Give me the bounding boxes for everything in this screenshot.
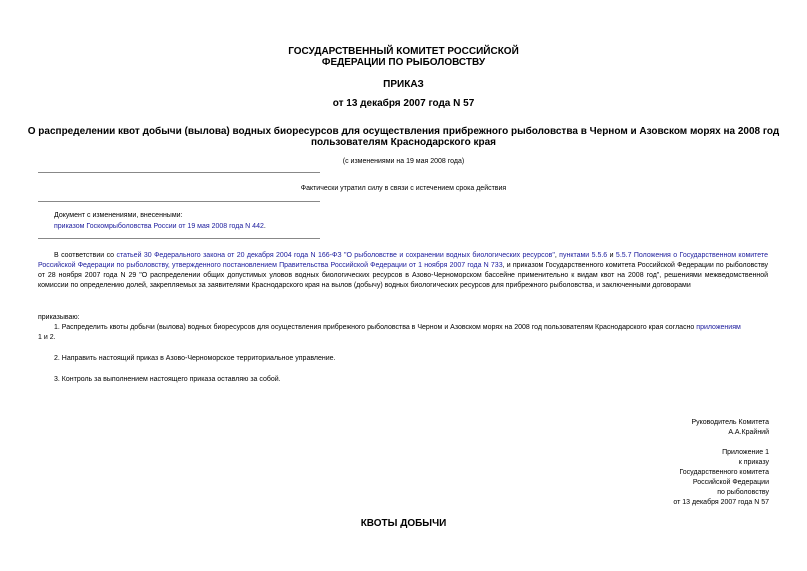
order-item-1 — [38, 323, 768, 333]
preamble-text: и — [607, 252, 616, 259]
preamble-text: , — [554, 252, 560, 259]
document-title-line1: О распределении квот добычи (вылова) водных биоресурсов для осуществления прибрежного рыболовства в Черном и Азовском морях на 2008 год — [27, 126, 780, 137]
changes-label: Документ с изменениями, внесенными: — [54, 212, 183, 219]
committee-name-line2: ФЕДЕРАЦИИ ПО РЫБОЛОВСТВУ — [321, 57, 486, 68]
status-note: Фактически утратил силу в связи с истечением срока действия — [300, 185, 507, 192]
preamble-text: , и приказом Государственного комитета Российской Федерации по рыболовству от 28 ноября 2007 года N 29 "О распределении общих допустимых уловов водных биологических ресурсов в Азово-Черноморском бассейне применительно к видам квот на 2008 год", решениями межведомственной комиссии по определению долей, закрепляемых за заявителями Краснодарского края на вылов (добычу) водных биологических ресурсов для прибрежного рыболовства, и заключенными договорами — [38, 262, 769, 289]
preamble-text: В соответствии со — [54, 252, 117, 259]
divider — [38, 201, 320, 202]
appendices-link[interactable]: приложениям — [696, 324, 741, 331]
preamble-paragraph — [38, 251, 768, 291]
order-word: приказываю: — [38, 314, 80, 321]
clause-link[interactable]: пунктами 5.5.6 — [559, 252, 608, 259]
committee-name-line1: ГОСУДАРСТВЕННЫЙ КОМИТЕТ РОССИЙСКОЙ — [288, 46, 519, 57]
changes-link-line — [54, 222, 266, 232]
signatory-position: Руководитель Комитета — [691, 419, 769, 426]
amending-order-link[interactable]: приказом Госкомрыболовства России от 19 мая 2008 года N 442 — [54, 223, 264, 230]
order-item-text: 1. Распределить квоты добычи (вылова) водных биоресурсов для осуществления прибрежного рыболовства в Черном и Азовском морях на 2008 год пользователям Краснодарского края согласно — [54, 324, 697, 331]
signatory-name: А.А.Крайний — [728, 429, 769, 436]
document-type: ПРИКАЗ — [383, 79, 424, 90]
divider — [38, 172, 320, 173]
order-item-3: 3. Контроль за выполнением настоящего приказа оставляю за собой. — [54, 376, 281, 383]
appendix-line: от 13 декабря 2007 года N 57 — [673, 499, 769, 506]
appendix-line: Государственного комитета — [679, 469, 769, 476]
section-title: КВОТЫ ДОБЫЧИ — [360, 518, 447, 529]
divider — [38, 238, 320, 239]
appendix-line: по рыболовству — [717, 489, 769, 496]
regulation-link[interactable]: 5.5.7 Положения о Государственном комитете Российской Федерации по рыболовству, утвержденного постановлением Правительства Российской Федерации от 1 ноября 2007 года N 733 — [38, 252, 768, 269]
appendix-line: Российской Федерации — [692, 479, 769, 486]
order-item-2: 2. Направить настоящий приказ в Азово-Черноморское территориальное управление. — [54, 355, 336, 362]
changes-link-suffix: . — [263, 223, 266, 230]
document-date-number: от 13 декабря 2007 года N 57 — [332, 98, 475, 109]
order-item-1-tail: 1 и 2. — [38, 334, 56, 341]
law-article-link[interactable]: статьей 30 Федерального закона от 20 декабря 2004 года N 166-ФЗ "О рыболовстве и сохранении водных биологических ресурсов" — [116, 252, 555, 259]
appendix-line: к приказу — [738, 459, 769, 466]
appendix-line: Приложение 1 — [722, 449, 769, 456]
document-title-line2: пользователям Краснодарского края — [311, 137, 496, 148]
amendments-note: (с изменениями на 19 мая 2008 года) — [342, 158, 465, 165]
